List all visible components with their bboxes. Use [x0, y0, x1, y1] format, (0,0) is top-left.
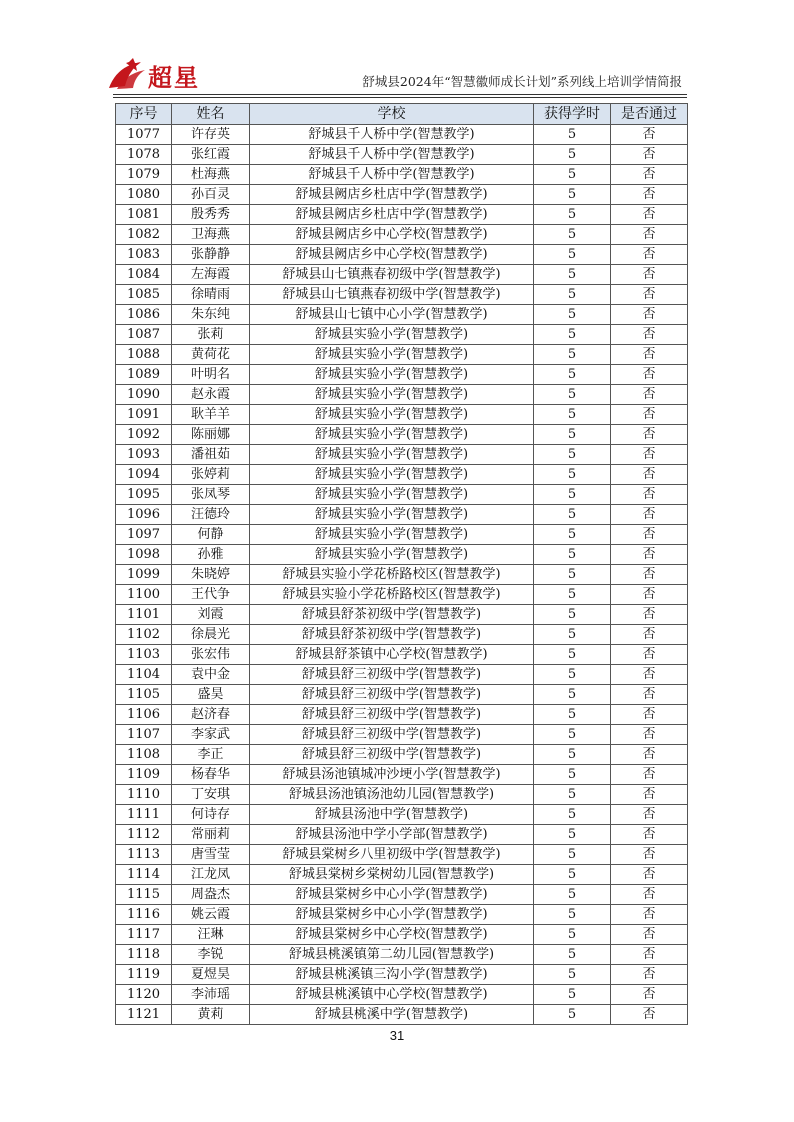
cell-name: 潘祖茹 [172, 445, 250, 465]
table-row [116, 905, 688, 925]
cell-number: 1080 [116, 185, 172, 205]
cell-hours: 5 [534, 885, 611, 905]
cell-passed: 否 [611, 985, 688, 1005]
cell-passed: 否 [611, 565, 688, 585]
cell-number: 1110 [116, 785, 172, 805]
table-row [116, 685, 688, 705]
cell-passed: 否 [611, 365, 688, 385]
cell-passed: 否 [611, 785, 688, 805]
cell-name: 许存英 [172, 125, 250, 145]
table-row [116, 285, 688, 305]
cell-hours: 5 [534, 765, 611, 785]
cell-hours: 5 [534, 525, 611, 545]
cell-name: 杨春华 [172, 765, 250, 785]
table-row [116, 405, 688, 425]
cell-name: 朱晓婷 [172, 565, 250, 585]
cell-hours: 5 [534, 825, 611, 845]
cell-passed: 否 [611, 665, 688, 685]
cell-passed: 否 [611, 465, 688, 485]
cell-name: 袁中金 [172, 665, 250, 685]
table-body [116, 125, 688, 1025]
cell-passed: 否 [611, 825, 688, 845]
table-row [116, 225, 688, 245]
cell-hours: 5 [534, 965, 611, 985]
cell-number: 1102 [116, 625, 172, 645]
cell-name: 孙雅 [172, 545, 250, 565]
cell-name: 叶明名 [172, 365, 250, 385]
cell-hours: 5 [534, 845, 611, 865]
table-row [116, 485, 688, 505]
cell-school: 舒城县桃溪镇第二幼儿园(智慧教学) [250, 945, 534, 965]
header-divider-secondary [113, 97, 687, 98]
cell-passed: 否 [611, 525, 688, 545]
cell-name: 耿羊羊 [172, 405, 250, 425]
cell-hours: 5 [534, 225, 611, 245]
cell-name: 张静静 [172, 245, 250, 265]
cell-name: 盛昊 [172, 685, 250, 705]
cell-passed: 否 [611, 625, 688, 645]
cell-passed: 否 [611, 805, 688, 825]
cell-name: 陈丽娜 [172, 425, 250, 445]
table-row [116, 825, 688, 845]
cell-number: 1107 [116, 725, 172, 745]
table-row [116, 385, 688, 405]
cell-number: 1111 [116, 805, 172, 825]
table-row [116, 185, 688, 205]
cell-name: 徐晨光 [172, 625, 250, 645]
table-row [116, 425, 688, 445]
cell-number: 1119 [116, 965, 172, 985]
table-row [116, 525, 688, 545]
cell-number: 1115 [116, 885, 172, 905]
cell-hours: 5 [534, 705, 611, 725]
table-row [116, 245, 688, 265]
cell-hours: 5 [534, 745, 611, 765]
cell-school: 舒城县山七镇燕春初级中学(智慧教学) [250, 265, 534, 285]
cell-name: 常丽莉 [172, 825, 250, 845]
table-row [116, 805, 688, 825]
cell-number: 1114 [116, 865, 172, 885]
cell-school: 舒城县山七镇中心小学(智慧教学) [250, 305, 534, 325]
table-row [116, 865, 688, 885]
cell-school: 舒城县桃溪镇中心学校(智慧教学) [250, 985, 534, 1005]
cell-number: 1106 [116, 705, 172, 725]
table-row [116, 945, 688, 965]
cell-school: 舒城县汤池镇城冲沙埂小学(智慧教学) [250, 765, 534, 785]
cell-school: 舒城县汤池中学(智慧教学) [250, 805, 534, 825]
cell-school: 舒城县实验小学(智慧教学) [250, 425, 534, 445]
cell-school: 舒城县桃溪中学(智慧教学) [250, 1005, 534, 1025]
cell-hours: 5 [534, 145, 611, 165]
cell-name: 姚云霞 [172, 905, 250, 925]
cell-school: 舒城县实验小学(智慧教学) [250, 545, 534, 565]
cell-passed: 否 [611, 585, 688, 605]
cell-passed: 否 [611, 405, 688, 425]
cell-number: 1117 [116, 925, 172, 945]
cell-number: 1081 [116, 205, 172, 225]
cell-school: 舒城县实验小学(智慧教学) [250, 385, 534, 405]
table-row [116, 325, 688, 345]
cell-hours: 5 [534, 645, 611, 665]
cell-passed: 否 [611, 325, 688, 345]
cell-hours: 5 [534, 365, 611, 385]
cell-name: 徐晴雨 [172, 285, 250, 305]
cell-school: 舒城县实验小学(智慧教学) [250, 505, 534, 525]
table-row [116, 845, 688, 865]
cell-name: 丁安琪 [172, 785, 250, 805]
column-header-hours: 获得学时 [534, 104, 611, 125]
cell-name: 张宏伟 [172, 645, 250, 665]
cell-passed: 否 [611, 445, 688, 465]
cell-passed: 否 [611, 725, 688, 745]
cell-name: 汪琳 [172, 925, 250, 945]
cell-name: 黄荷花 [172, 345, 250, 365]
cell-school: 舒城县舒茶初级中学(智慧教学) [250, 625, 534, 645]
cell-hours: 5 [534, 245, 611, 265]
cell-number: 1093 [116, 445, 172, 465]
cell-hours: 5 [534, 945, 611, 965]
cell-school: 舒城县棠树乡中心小学(智慧教学) [250, 885, 534, 905]
cell-passed: 否 [611, 845, 688, 865]
table-row [116, 985, 688, 1005]
cell-name: 汪德玲 [172, 505, 250, 525]
cell-number: 1083 [116, 245, 172, 265]
cell-school: 舒城县实验小学(智慧教学) [250, 465, 534, 485]
page-number: 31 [389, 1028, 405, 1043]
cell-hours: 5 [534, 405, 611, 425]
cell-passed: 否 [611, 165, 688, 185]
cell-name: 黄莉 [172, 1005, 250, 1025]
cell-hours: 5 [534, 725, 611, 745]
cell-number: 1082 [116, 225, 172, 245]
cell-number: 1084 [116, 265, 172, 285]
cell-number: 1095 [116, 485, 172, 505]
cell-name: 何诗存 [172, 805, 250, 825]
cell-name: 夏煜昊 [172, 965, 250, 985]
cell-passed: 否 [611, 285, 688, 305]
cell-hours: 5 [534, 865, 611, 885]
cell-hours: 5 [534, 185, 611, 205]
cell-school: 舒城县汤池中学小学部(智慧教学) [250, 825, 534, 845]
cell-number: 1078 [116, 145, 172, 165]
cell-school: 舒城县桃溪镇三沟小学(智慧教学) [250, 965, 534, 985]
cell-name: 周盎杰 [172, 885, 250, 905]
cell-passed: 否 [611, 645, 688, 665]
cell-school: 舒城县实验小学(智慧教学) [250, 445, 534, 465]
table-row [116, 725, 688, 745]
cell-number: 1113 [116, 845, 172, 865]
cell-number: 1094 [116, 465, 172, 485]
cell-hours: 5 [534, 805, 611, 825]
cell-number: 1097 [116, 525, 172, 545]
cell-hours: 5 [534, 565, 611, 585]
cell-name: 赵永霞 [172, 385, 250, 405]
cell-school: 舒城县舒三初级中学(智慧教学) [250, 705, 534, 725]
cell-school: 舒城县阙店乡中心学校(智慧教学) [250, 225, 534, 245]
cell-school: 舒城县实验小学(智慧教学) [250, 485, 534, 505]
cell-number: 1096 [116, 505, 172, 525]
cell-name: 李家武 [172, 725, 250, 745]
cell-name: 王代争 [172, 585, 250, 605]
cell-school: 舒城县棠树乡棠树幼儿园(智慧教学) [250, 865, 534, 885]
table-row [116, 705, 688, 725]
cell-number: 1121 [116, 1005, 172, 1025]
cell-passed: 否 [611, 945, 688, 965]
cell-school: 舒城县实验小学花桥路校区(智慧教学) [250, 585, 534, 605]
cell-passed: 否 [611, 345, 688, 365]
logo-text: 超星 [148, 63, 200, 92]
cell-name: 杜海燕 [172, 165, 250, 185]
cell-passed: 否 [611, 705, 688, 725]
cell-passed: 否 [611, 385, 688, 405]
cell-school: 舒城县阙店乡杜店中学(智慧教学) [250, 185, 534, 205]
cell-number: 1100 [116, 585, 172, 605]
cell-passed: 否 [611, 545, 688, 565]
cell-name: 张红霞 [172, 145, 250, 165]
column-header-passed: 是否通过 [611, 104, 688, 125]
cell-school: 舒城县舒茶初级中学(智慧教学) [250, 605, 534, 625]
cell-hours: 5 [534, 905, 611, 925]
cell-passed: 否 [611, 905, 688, 925]
cell-school: 舒城县舒三初级中学(智慧教学) [250, 665, 534, 685]
cell-school: 舒城县实验小学(智慧教学) [250, 345, 534, 365]
cell-number: 1092 [116, 425, 172, 445]
training-status-table [115, 103, 688, 1025]
cell-passed: 否 [611, 145, 688, 165]
cell-number: 1098 [116, 545, 172, 565]
cell-school: 舒城县实验小学(智慧教学) [250, 325, 534, 345]
cell-passed: 否 [611, 925, 688, 945]
cell-passed: 否 [611, 745, 688, 765]
cell-hours: 5 [534, 545, 611, 565]
cell-name: 何静 [172, 525, 250, 545]
cell-hours: 5 [534, 345, 611, 365]
cell-hours: 5 [534, 485, 611, 505]
table-row [116, 665, 688, 685]
cell-passed: 否 [611, 685, 688, 705]
table-row [116, 925, 688, 945]
cell-number: 1099 [116, 565, 172, 585]
cell-number: 1088 [116, 345, 172, 365]
table-row [116, 745, 688, 765]
table-row [116, 445, 688, 465]
cell-number: 1086 [116, 305, 172, 325]
cell-number: 1103 [116, 645, 172, 665]
cell-hours: 5 [534, 625, 611, 645]
column-header-school: 学校 [250, 104, 534, 125]
cell-name: 李沛瑶 [172, 985, 250, 1005]
table-header-row [116, 104, 688, 125]
cell-passed: 否 [611, 605, 688, 625]
cell-hours: 5 [534, 165, 611, 185]
cell-school: 舒城县实验小学(智慧教学) [250, 405, 534, 425]
cell-passed: 否 [611, 885, 688, 905]
cell-hours: 5 [534, 665, 611, 685]
cell-name: 卫海燕 [172, 225, 250, 245]
cell-number: 1108 [116, 745, 172, 765]
cell-number: 1089 [116, 365, 172, 385]
table-row [116, 465, 688, 485]
cell-name: 李锐 [172, 945, 250, 965]
table-row [116, 565, 688, 585]
cell-number: 1112 [116, 825, 172, 845]
cell-passed: 否 [611, 425, 688, 445]
cell-number: 1109 [116, 765, 172, 785]
document-header-title: 舒城县2024年“智慧徽师成长计划”系列线上培训学情简报 [362, 74, 682, 89]
cell-passed: 否 [611, 245, 688, 265]
cell-hours: 5 [534, 985, 611, 1005]
cell-passed: 否 [611, 965, 688, 985]
table-row [116, 585, 688, 605]
table-row [116, 645, 688, 665]
cell-hours: 5 [534, 685, 611, 705]
table-row [116, 885, 688, 905]
table-row [116, 205, 688, 225]
cell-hours: 5 [534, 585, 611, 605]
cell-school: 舒城县千人桥中学(智慧教学) [250, 125, 534, 145]
cell-passed: 否 [611, 265, 688, 285]
cell-hours: 5 [534, 385, 611, 405]
cell-name: 江龙凤 [172, 865, 250, 885]
table-row [116, 1005, 688, 1025]
cell-passed: 否 [611, 185, 688, 205]
cell-name: 李正 [172, 745, 250, 765]
cell-school: 舒城县舒茶镇中心学校(智慧教学) [250, 645, 534, 665]
cell-number: 1091 [116, 405, 172, 425]
table-row [116, 545, 688, 565]
column-header-number: 序号 [116, 104, 172, 125]
cell-passed: 否 [611, 1005, 688, 1025]
cell-hours: 5 [534, 1005, 611, 1025]
cell-passed: 否 [611, 125, 688, 145]
table-row [116, 125, 688, 145]
table-row [116, 625, 688, 645]
cell-school: 舒城县舒三初级中学(智慧教学) [250, 685, 534, 705]
cell-hours: 5 [534, 265, 611, 285]
header-divider [113, 94, 687, 95]
cell-name: 朱东纯 [172, 305, 250, 325]
cell-number: 1120 [116, 985, 172, 1005]
cell-name: 孙百灵 [172, 185, 250, 205]
cell-passed: 否 [611, 485, 688, 505]
table-row [116, 365, 688, 385]
cell-passed: 否 [611, 305, 688, 325]
cell-passed: 否 [611, 225, 688, 245]
cell-hours: 5 [534, 605, 611, 625]
table-row [116, 965, 688, 985]
table-row [116, 345, 688, 365]
cell-school: 舒城县阙店乡杜店中学(智慧教学) [250, 205, 534, 225]
table-row [116, 505, 688, 525]
cell-hours: 5 [534, 125, 611, 145]
cell-hours: 5 [534, 445, 611, 465]
cell-number: 1090 [116, 385, 172, 405]
cell-school: 舒城县千人桥中学(智慧教学) [250, 145, 534, 165]
cell-name: 刘霞 [172, 605, 250, 625]
cell-name: 赵济春 [172, 705, 250, 725]
cell-hours: 5 [534, 425, 611, 445]
cell-school: 舒城县山七镇燕春初级中学(智慧教学) [250, 285, 534, 305]
cell-hours: 5 [534, 505, 611, 525]
cell-school: 舒城县舒三初级中学(智慧教学) [250, 725, 534, 745]
table-row [116, 765, 688, 785]
cell-passed: 否 [611, 505, 688, 525]
cell-number: 1116 [116, 905, 172, 925]
cell-name: 左海霞 [172, 265, 250, 285]
cell-name: 张婷莉 [172, 465, 250, 485]
cell-school: 舒城县千人桥中学(智慧教学) [250, 165, 534, 185]
cell-school: 舒城县实验小学花桥路校区(智慧教学) [250, 565, 534, 585]
cell-school: 舒城县阙店乡中心学校(智慧教学) [250, 245, 534, 265]
cell-number: 1079 [116, 165, 172, 185]
cell-passed: 否 [611, 765, 688, 785]
cell-hours: 5 [534, 305, 611, 325]
cell-number: 1101 [116, 605, 172, 625]
cell-hours: 5 [534, 925, 611, 945]
cell-name: 唐雪莹 [172, 845, 250, 865]
cell-number: 1118 [116, 945, 172, 965]
table-row [116, 145, 688, 165]
column-header-name: 姓名 [172, 104, 250, 125]
cell-hours: 5 [534, 465, 611, 485]
cell-number: 1085 [116, 285, 172, 305]
cell-number: 1077 [116, 125, 172, 145]
cell-hours: 5 [534, 785, 611, 805]
cell-school: 舒城县舒三初级中学(智慧教学) [250, 745, 534, 765]
cell-school: 舒城县棠树乡中心小学(智慧教学) [250, 905, 534, 925]
cell-school: 舒城县棠树乡中心学校(智慧教学) [250, 925, 534, 945]
cell-number: 1087 [116, 325, 172, 345]
cell-name: 殷秀秀 [172, 205, 250, 225]
table-row [116, 305, 688, 325]
cell-hours: 5 [534, 205, 611, 225]
cell-school: 舒城县实验小学(智慧教学) [250, 525, 534, 545]
cell-passed: 否 [611, 865, 688, 885]
cell-name: 张莉 [172, 325, 250, 345]
cell-passed: 否 [611, 205, 688, 225]
cell-number: 1104 [116, 665, 172, 685]
cell-school: 舒城县棠树乡八里初级中学(智慧教学) [250, 845, 534, 865]
table-row [116, 265, 688, 285]
cell-number: 1105 [116, 685, 172, 705]
cell-name: 张凤琴 [172, 485, 250, 505]
table-row [116, 785, 688, 805]
cell-school: 舒城县汤池镇汤池幼儿园(智慧教学) [250, 785, 534, 805]
table-row [116, 605, 688, 625]
cell-school: 舒城县实验小学(智慧教学) [250, 365, 534, 385]
table-row [116, 165, 688, 185]
cell-hours: 5 [534, 325, 611, 345]
cell-hours: 5 [534, 285, 611, 305]
